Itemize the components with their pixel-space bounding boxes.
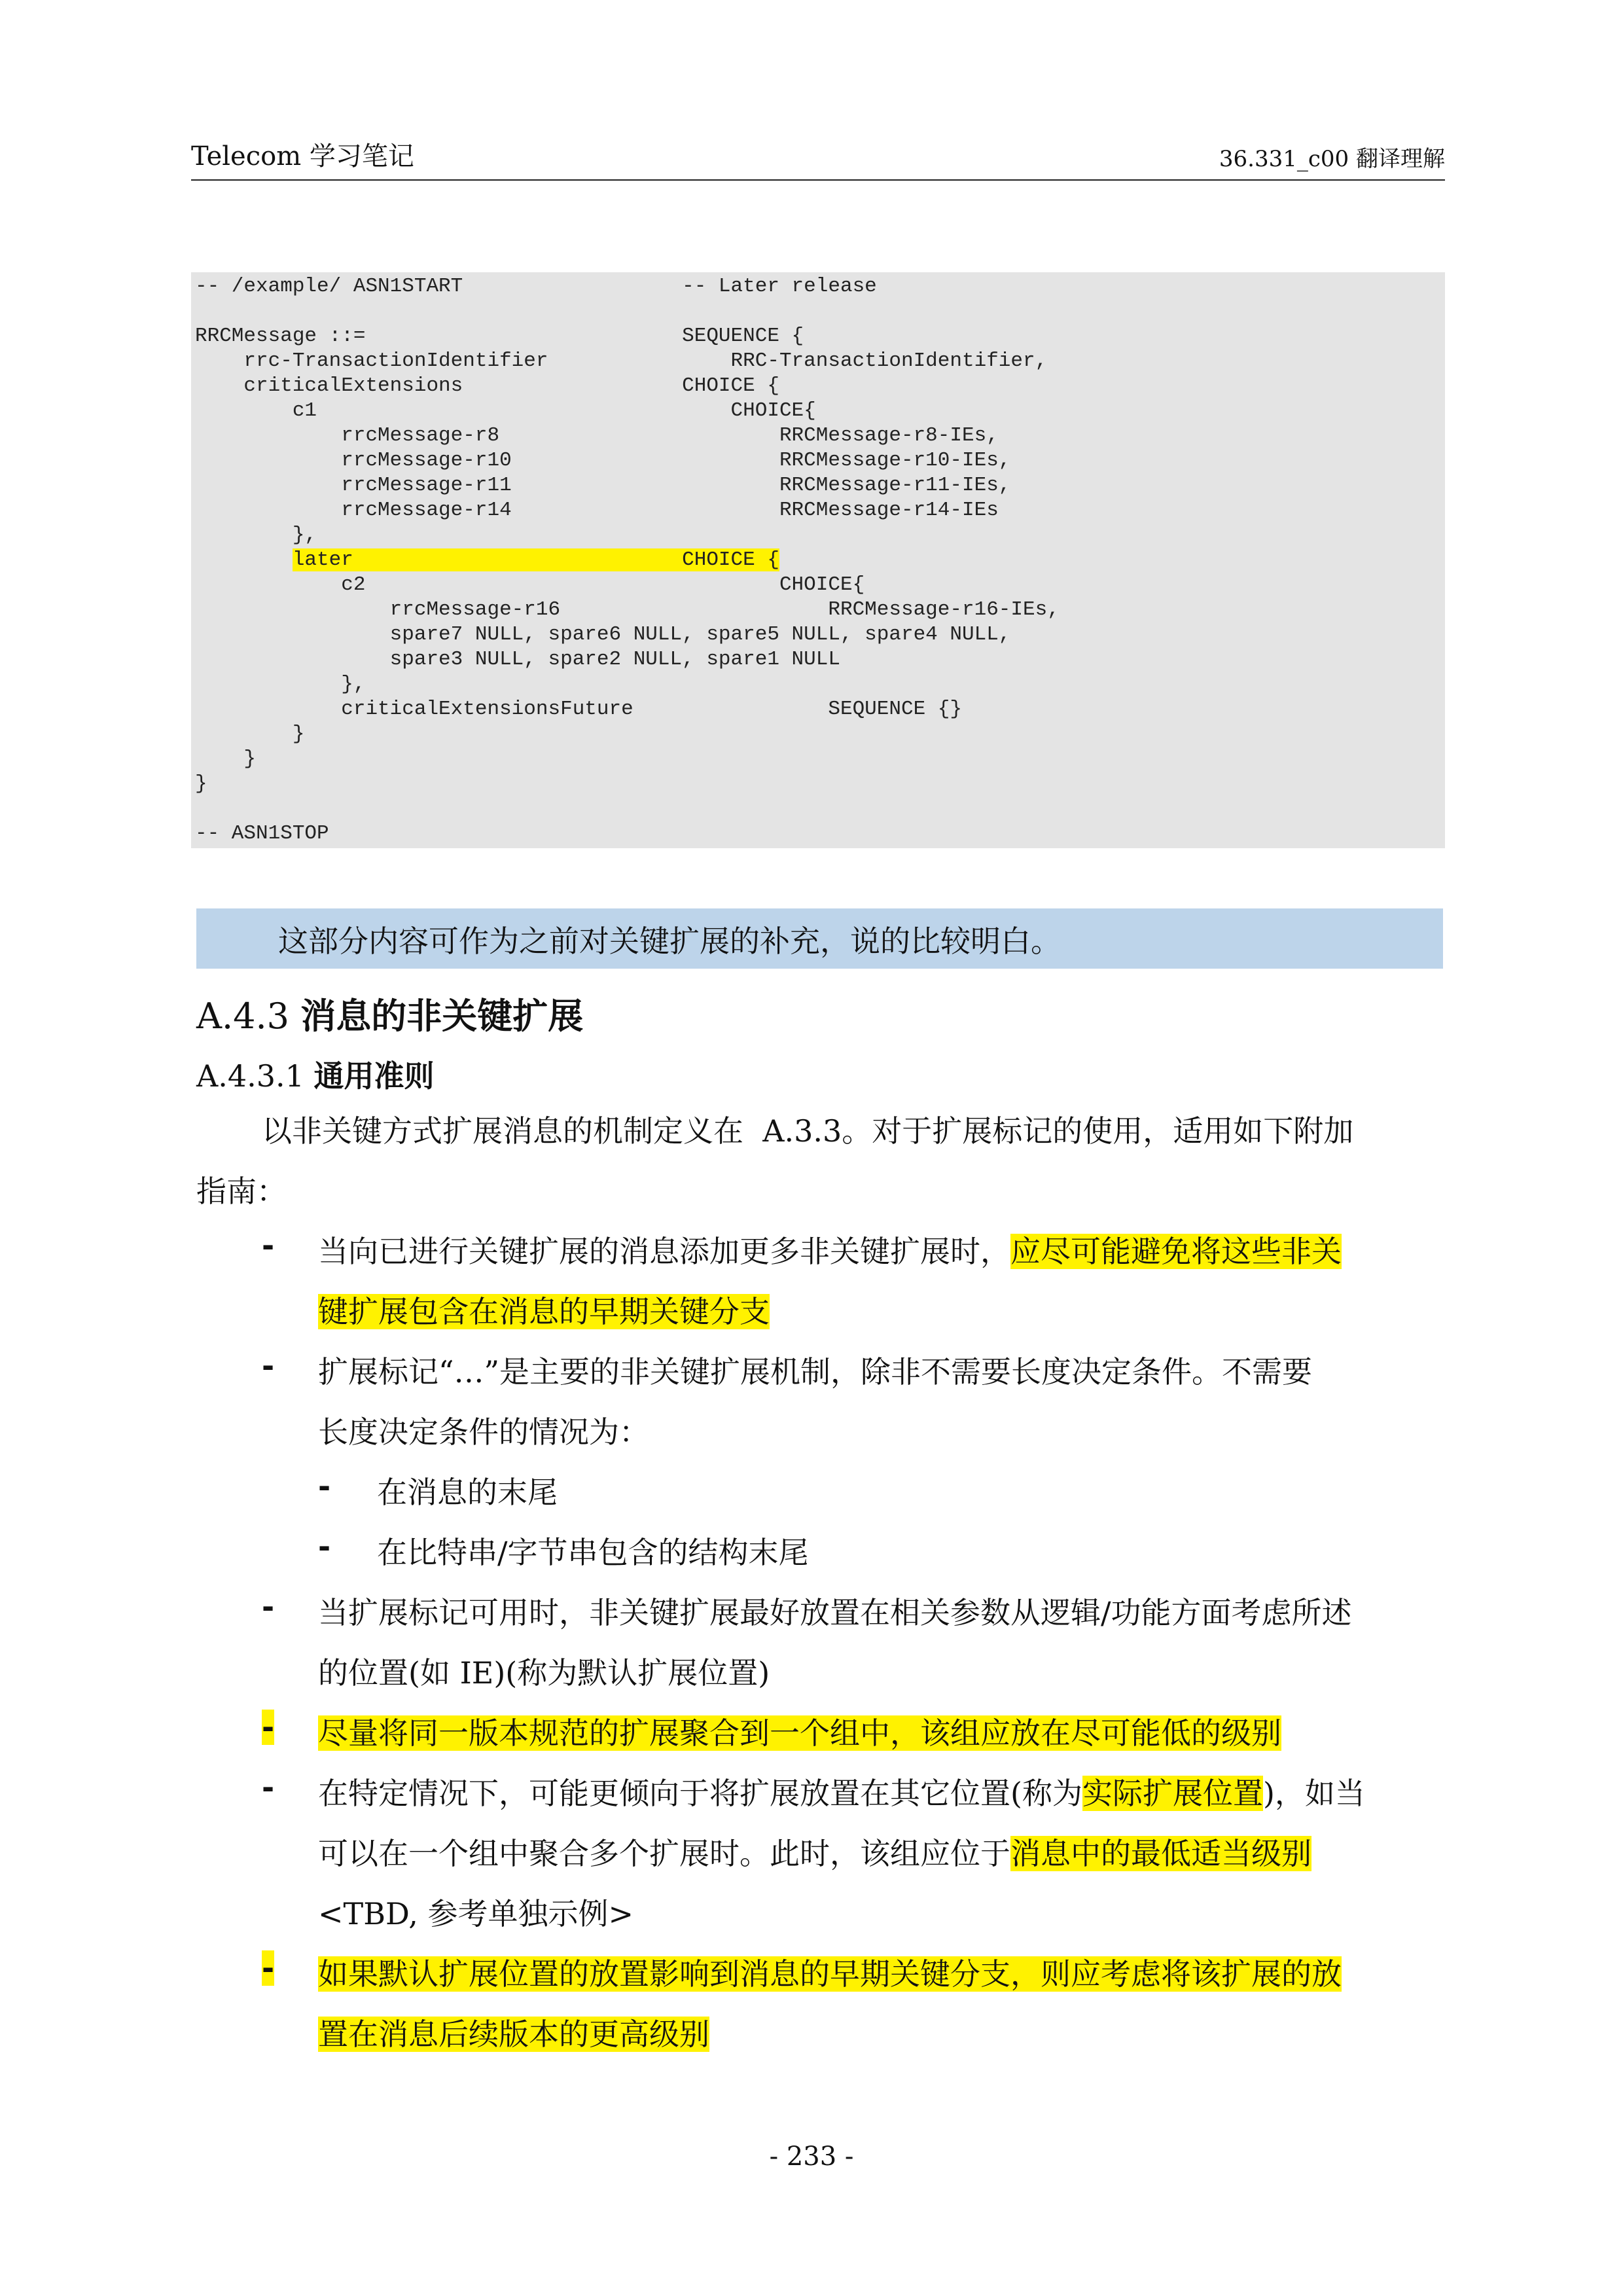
bullet-5-highlight-2: 消息中的最低适当级别 (1010, 1836, 1311, 1871)
bullet-3-line-1: 当扩展标记可用时，非关键扩展最好放置在相关参数从逻辑/功能方面考虑所述 (318, 1595, 1352, 1630)
bullet-6-line-2 (318, 2011, 709, 2054)
bullet-1-plain: 当向已进行关键扩展的消息添加更多非关键扩展时， (318, 1234, 1010, 1269)
code-line: rrcMessage-r14 RRCMessage-r14-IEs (195, 499, 999, 522)
annotation-note-text: 这部分内容可作为之前对关键扩展的补充，说的比较明白。 (278, 924, 1061, 959)
bullet-marker: - (262, 1228, 275, 1263)
bullet-2-line-2: 长度决定条件的情况为： (318, 1414, 649, 1450)
subsection-number: A.4.3.1 (196, 1058, 304, 1094)
bullet-5-line-1 (318, 1770, 1365, 1813)
code-line: -- ASN1STOP (195, 822, 329, 845)
code-indent (195, 548, 293, 571)
sub-bullet-1: 在消息的末尾 (377, 1475, 558, 1510)
bullet-5-line-3: <TBD, 参考单独示例> (318, 1896, 634, 1931)
code-line: } (195, 747, 257, 770)
subsection-heading (196, 1052, 435, 1096)
bullet-1-line-2 (318, 1288, 770, 1331)
header-title: Telecom 学习笔记 (191, 141, 414, 171)
code-line: c1 CHOICE{ (195, 399, 816, 422)
code-line: }, (195, 673, 366, 696)
code-line: RRCMessage ::= SEQUENCE { (195, 325, 804, 348)
bullet-5-end: )，如当 (1262, 1776, 1365, 1811)
section-number: A.4.3 (196, 996, 290, 1037)
code-line: rrc-TransactionIdentifier RRC-TransactionIdentifier, (195, 350, 1048, 372)
code-highlight: later CHOICE { (292, 548, 779, 571)
bullet-4-line-1 (318, 1710, 1281, 1753)
code-line: criticalExtensionsFuture SEQUENCE {} (195, 698, 962, 721)
bullet-6-highlight-cont: 置在消息后续版本的更高级别 (318, 2017, 709, 2052)
bullet-5-line-2 (318, 1830, 1311, 1873)
bullet-marker: - (262, 1348, 275, 1384)
bullet-5-plain: 在特定情况下，可能更倾向于将扩展放置在其它位置(称为 (318, 1776, 1082, 1811)
annotation-note (196, 908, 1443, 969)
code-line: }, (195, 524, 317, 547)
sub-bullet-2: 在比特串/字节串包含的结构末尾 (377, 1535, 809, 1570)
bullet-2-line-1: 扩展标记“…”是主要的非关键扩展机制，除非不需要长度决定条件。不需要 (318, 1354, 1313, 1390)
code-line: rrcMessage-r11 RRCMessage-r11-IEs, (195, 474, 1011, 497)
code-line: spare3 NULL, spare2 NULL, spare1 NULL (195, 648, 840, 671)
code-line: c2 CHOICE{ (195, 573, 865, 596)
bullet-marker: - (262, 1770, 275, 1805)
bullet-marker-highlighted: - (262, 1950, 275, 1986)
intro-line-1: 以非关键方式扩展消息的机制定义在 A.3.3。对于扩展标记的使用，适用如下附加 (262, 1113, 1354, 1149)
bullet-1-line-1 (318, 1228, 1342, 1271)
bullet-5-plain-2: 可以在一个组中聚合多个扩展时。此时，该组应位于 (318, 1836, 1010, 1871)
code-line: criticalExtensions CHOICE { (195, 374, 779, 397)
sub-bullet-marker: - (318, 1469, 331, 1504)
code-line-highlighted (195, 548, 779, 573)
header-doc-id: 36.331_c00 翻译理解 (1219, 146, 1445, 172)
bullet-6-line-1 (318, 1950, 1342, 1994)
code-line: rrcMessage-r16 RRCMessage-r16-IEs, (195, 598, 1060, 621)
section-title: 消息的非关键扩展 (300, 996, 584, 1037)
sub-bullet-marker: - (318, 1529, 331, 1564)
code-line: rrcMessage-r8 RRCMessage-r8-IEs, (195, 424, 999, 447)
page-header (191, 135, 1445, 181)
bullet-3-line-2: 的位置(如 IE)(称为默认扩展位置) (318, 1655, 770, 1691)
subsection-title: 通用准则 (313, 1058, 435, 1094)
code-line: spare7 NULL, spare6 NULL, spare5 NULL, spare4 NULL, (195, 623, 1011, 646)
bullet-5-highlight: 实际扩展位置 (1082, 1776, 1263, 1811)
code-line: } (195, 723, 305, 745)
intro-line-2: 指南： (196, 1174, 287, 1209)
bullet-1-highlight-cont: 键扩展包含在消息的早期关键分支 (318, 1294, 770, 1329)
bullet-6-highlight: 如果默认扩展位置的放置影响到消息的早期关键分支，则应考虑将该扩展的放 (318, 1956, 1342, 1992)
code-line: rrcMessage-r10 RRCMessage-r10-IEs, (195, 449, 1011, 472)
asn1-code-block (191, 272, 1445, 848)
bullet-1-highlight: 应尽可能避免将这些非关 (1010, 1234, 1342, 1269)
bullet-marker-highlighted: - (262, 1710, 275, 1745)
code-line: -- /example/ ASN1START -- Later release (195, 275, 877, 298)
page-number: - 233 - (769, 2142, 854, 2172)
code-line: } (195, 772, 207, 795)
bullet-marker: - (262, 1589, 275, 1624)
section-heading (196, 988, 583, 1039)
bullet-4-highlight: 尽量将同一版本规范的扩展聚合到一个组中，该组应放在尽可能低的级别 (318, 1715, 1281, 1751)
